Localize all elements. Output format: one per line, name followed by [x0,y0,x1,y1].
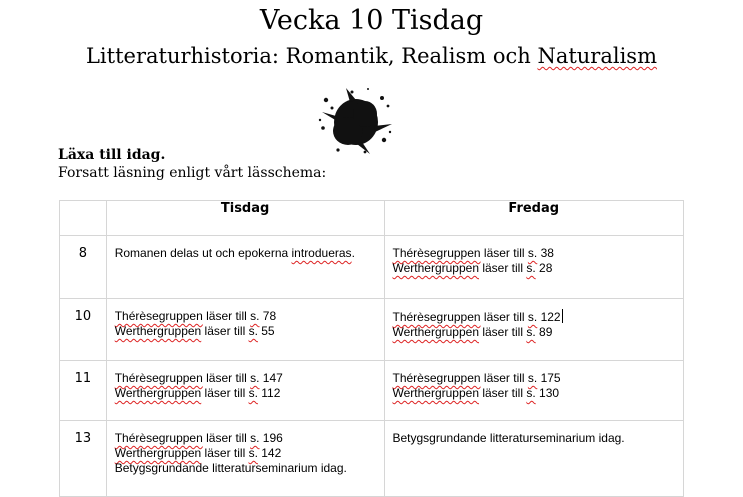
fredag-cell [384,236,684,299]
text-cursor [562,309,563,323]
group-name: Thérèsegruppen [114,371,203,385]
cell-text: läser till [480,246,528,260]
fredag-cell[interactable] [384,299,684,361]
group-name: Thérèsegruppen [392,371,481,385]
table-row [60,421,684,497]
cell-text: läser till [201,324,249,338]
page-number: 122 [537,310,561,324]
page-number: 130 [535,386,560,400]
group-name: Werthergruppen [392,386,479,400]
header-tisdag: Tisdag [106,201,384,236]
page-abbr: s. [527,246,538,260]
fredag-cell [384,421,684,497]
subtitle-last-word: Naturalism [537,44,657,68]
page-abbr: s. [526,386,536,400]
page-number: 196 [259,431,283,445]
page-abbr: s. [527,310,538,324]
header-fredag: Fredag [384,201,684,236]
group-name: Thérèsegruppen [114,309,203,323]
group-name: Thérèsegruppen [392,310,481,324]
week-number: 11 [60,361,107,421]
page-number: 89 [535,325,553,339]
cell-text: läser till [201,446,249,460]
week-number: 13 [60,421,107,497]
tisdag-cell [106,361,384,421]
cell-text: läser till [480,310,528,324]
page-number: 55 [257,324,275,338]
page-title: Vecka 10 Tisdag [259,5,484,36]
homework-text: Forsatt läsning enligt vårt lässchema: [58,165,327,181]
page-number: 142 [257,446,282,460]
reading-schedule-table [59,200,684,497]
tisdag-cell [106,236,384,299]
page-number: 147 [259,371,283,385]
page-number: 175 [537,371,561,385]
tisdag-cell [106,421,384,497]
page-abbr: s. [527,371,538,385]
page-abbr: s. [526,325,536,339]
group-name: Werthergruppen [114,386,202,400]
cell-text: Betygsgrundande litteraturseminarium idag. [392,431,625,445]
group-name: Werthergruppen [392,261,479,275]
cell-text: Betygsgrundande litteraturseminarium idag. [114,461,347,475]
table-header-row [60,201,684,236]
cell-text: läser till [480,371,528,385]
page-number: 78 [259,309,277,323]
cell-text: läser till [202,371,251,385]
fredag-cell [384,361,684,421]
page-number: 38 [537,246,554,260]
ink-blot-icon [310,84,400,156]
week-number: 8 [60,236,107,299]
table-row [60,236,684,299]
subtitle-main: Litteraturhistoria: Romantik, Realism och [85,44,538,68]
page-abbr: s. [248,446,258,460]
group-name: Werthergruppen [392,325,479,339]
cell-text: introdueras [291,246,352,260]
page-subtitle [0,42,743,70]
group-name: Thérèsegruppen [392,246,481,260]
page-abbr: s. [248,386,258,400]
page-number: 28 [535,261,553,275]
table-row [60,361,684,421]
cell-text: . [351,246,355,260]
page-abbr: s. [248,324,258,338]
page-abbr: s. [526,261,536,275]
page-abbr: s. [250,431,260,445]
page-abbr: s. [250,309,260,323]
cell-text: Romanen delas ut och epokerna [114,246,292,260]
group-name: Werthergruppen [114,446,202,460]
page-abbr: s. [250,371,260,385]
cell-text: läser till [201,386,249,400]
cell-text: läser till [202,431,251,445]
group-name: Werthergruppen [114,324,202,338]
page-number: 112 [257,386,281,400]
tisdag-cell [106,299,384,361]
table-row [60,299,684,361]
header-week [60,201,107,236]
week-number: 10 [60,299,107,361]
homework-heading: Läxa till idag. [58,147,166,163]
group-name: Thérèsegruppen [114,431,203,445]
cell-text: läser till [479,386,527,400]
cell-text: läser till [479,261,527,275]
cell-text: läser till [479,325,527,339]
cell-text: läser till [202,309,251,323]
